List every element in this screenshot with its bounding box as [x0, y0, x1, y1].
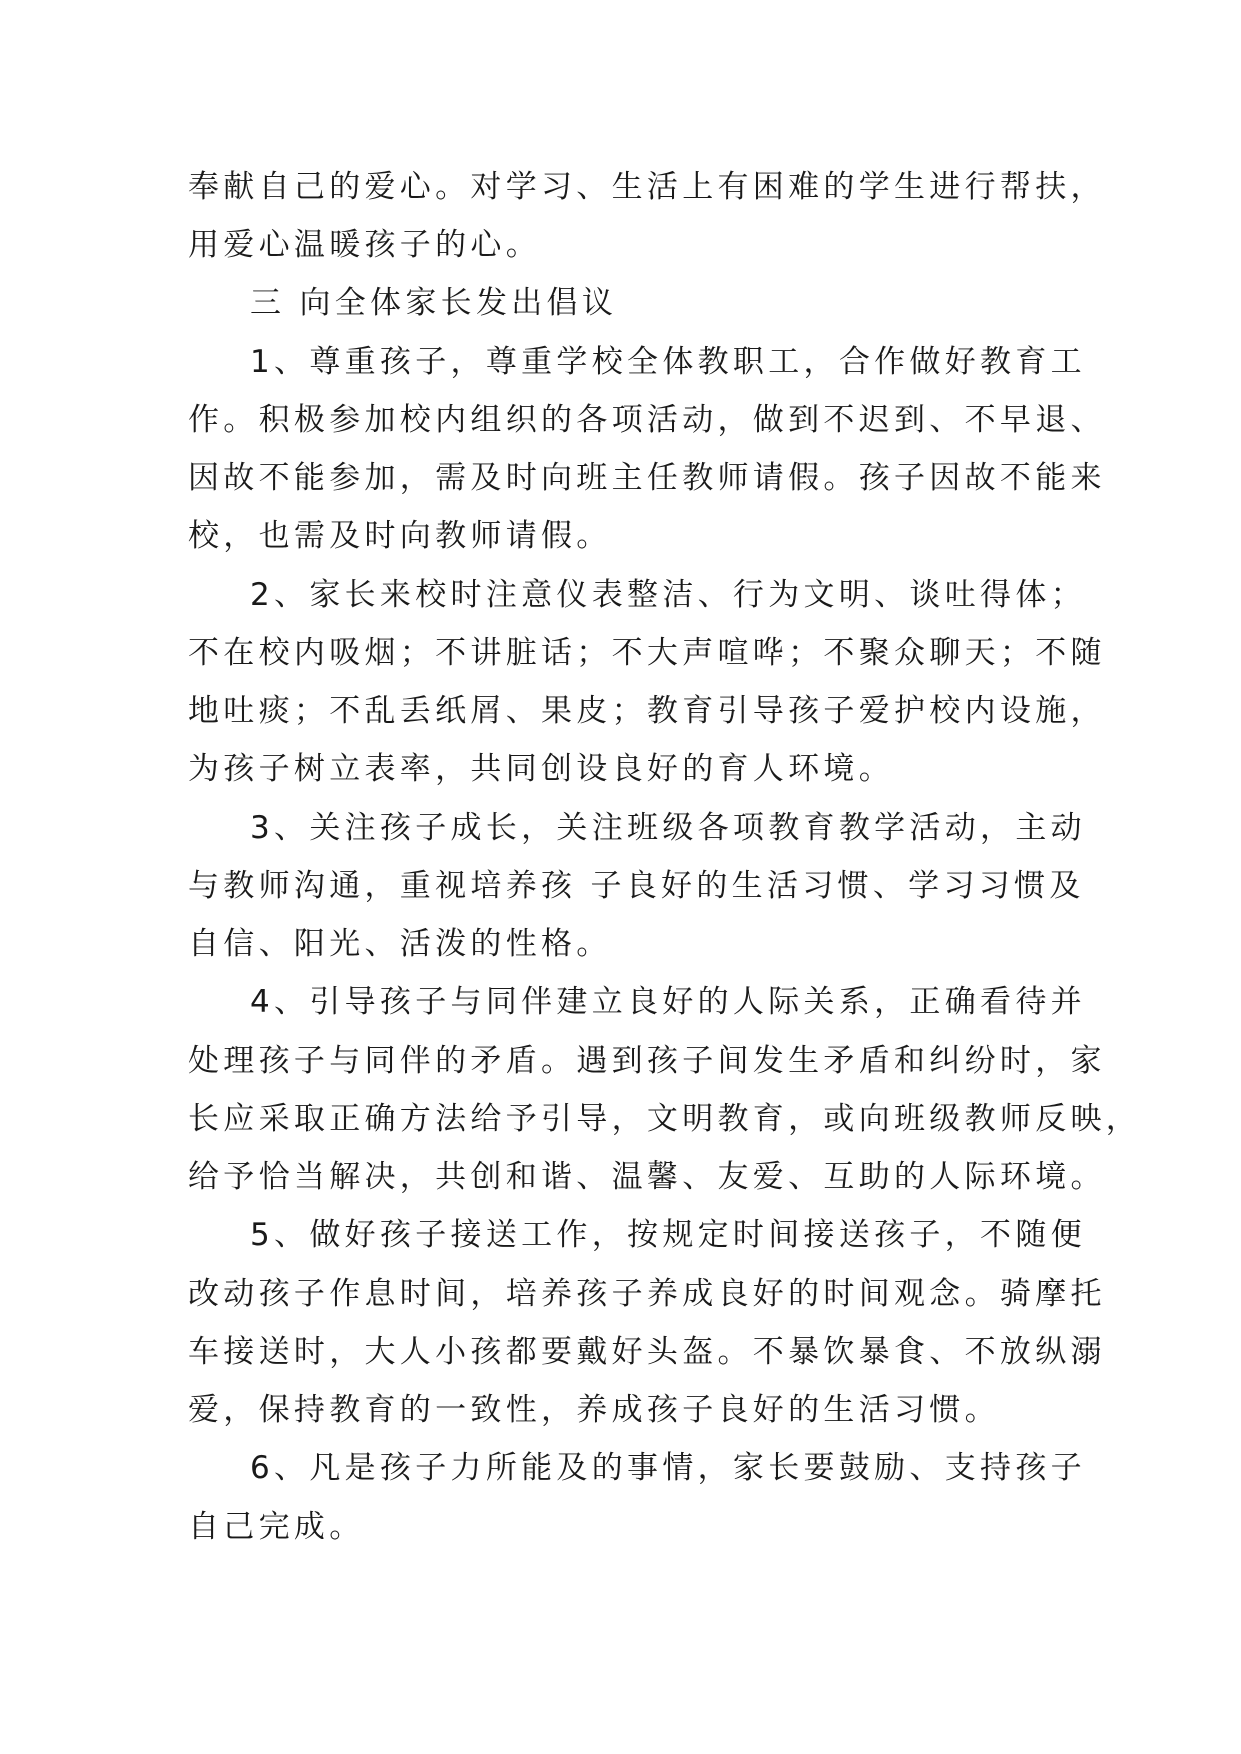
text-line: 4、引导孩子与同伴建立良好的人际关系，正确看待并	[250, 984, 1086, 1020]
text-line: 因故不能参加，需及时向班主任教师请假。孩子因故不能来	[188, 460, 1106, 496]
text-line: 改动孩子作息时间，培养孩子养成良好的时间观念。骑摩托	[188, 1276, 1106, 1312]
text-line: 5、做好孩子接送工作，按规定时间接送孩子，不随便	[250, 1217, 1086, 1253]
text-line: 用爱心温暖孩子的心。	[188, 227, 541, 263]
text-line: 3、关注孩子成长，关注班级各项教育教学活动，主动	[250, 810, 1086, 846]
text-line: 地吐痰；不乱丢纸屑、果皮；教育引导孩子爱护校内设施，	[188, 693, 1106, 729]
text-line: 爱，保持教育的一致性，养成孩子良好的生活习惯。	[188, 1392, 1000, 1428]
text-line: 6、凡是孩子力所能及的事情，家长要鼓励、支持孩子	[250, 1450, 1086, 1486]
text-line: 2、家长来校时注意仪表整洁、行为文明、谈吐得体；	[250, 577, 1086, 613]
text-line: 车接送时，大人小孩都要戴好头盔。不暴饮暴食、不放纵溺	[188, 1334, 1106, 1370]
text-line: 为孩子树立表率，共同创设良好的育人环境。	[188, 751, 894, 787]
text-line: 长应采取正确方法给予引导，文明教育，或向班级教师反映，	[188, 1101, 1142, 1137]
text-line: 1、尊重孩子，尊重学校全体教职工，合作做好教育工	[250, 344, 1086, 380]
text-line: 与教师沟通，重视培养孩 子良好的生活习惯、学习习惯及	[188, 868, 1085, 904]
text-line: 自己完成。	[188, 1509, 365, 1545]
text-line: 不在校内吸烟；不讲脏话；不大声喧哗；不聚众聊天；不随	[188, 635, 1106, 671]
text-line: 自信、阳光、活泼的性格。	[188, 926, 612, 962]
section-heading: 三 向全体家长发出倡议	[250, 285, 618, 321]
text-line: 给予恰当解决，共创和谐、温馨、友爱、互助的人际环境。	[188, 1159, 1106, 1195]
text-line: 奉献自己的爱心。对学习、生活上有困难的学生进行帮扶，	[188, 169, 1106, 205]
text-line: 校，也需及时向教师请假。	[188, 518, 612, 554]
text-line: 处理孩子与同伴的矛盾。遇到孩子间发生矛盾和纠纷时，家	[188, 1043, 1106, 1079]
text-line: 作。积极参加校内组织的各项活动，做到不迟到、不早退、	[188, 402, 1106, 438]
